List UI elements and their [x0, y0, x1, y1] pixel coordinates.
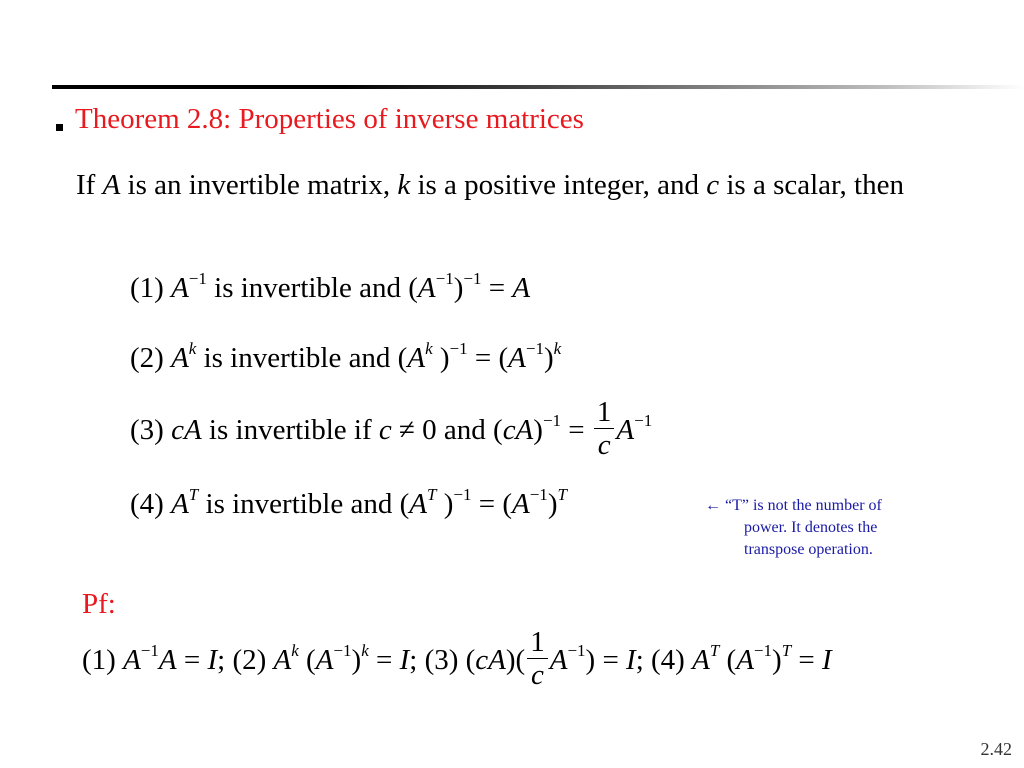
fraction-one-over-c: $\frac{1}{c}$	[594, 396, 615, 461]
proof-equations: (1) $A^{-1}A = I$; (2) $A^k$ $(A^{-1})^k = I$; (3) (cA)( $\frac{1}{c}$ $A^{-1}) = I$; (4) $A^T$ $(A^{-1})^T = I$	[82, 626, 832, 691]
property-2: (2) $A^k$ is invertible and ($A^k$ )$^{-1} = (A^{-1})^k$	[130, 339, 562, 374]
bullet-icon	[56, 124, 63, 131]
title-rule	[52, 85, 1024, 89]
slide-title: Theorem 2.8: Properties of inverse matrices	[75, 103, 584, 135]
property-4: (4) $A^T$ is invertible and ($A^T$ )$^{-1} = (A^{-1})^T$	[130, 485, 567, 520]
proof-fraction: $\frac{1}{c}$	[527, 626, 548, 691]
page-number: 2.42	[980, 739, 1012, 759]
theorem-statement: If A is an invertible matrix, k is a positive integer, and c is a scalar, then	[76, 169, 904, 201]
property-1: (1) $A^{-1}$ is invertible and $(A^{-1})^{-1} = A$	[130, 269, 531, 304]
transpose-note: ← “T” is not the number of power. It denotes the transpose operation.	[705, 497, 882, 558]
property-3: (3) cA is invertible if c ≠ 0 and (cA)$^{-1}$ = $\frac{1}{c}$ $A^{-1}$	[130, 396, 653, 461]
proof-label: Pf:	[82, 588, 116, 620]
